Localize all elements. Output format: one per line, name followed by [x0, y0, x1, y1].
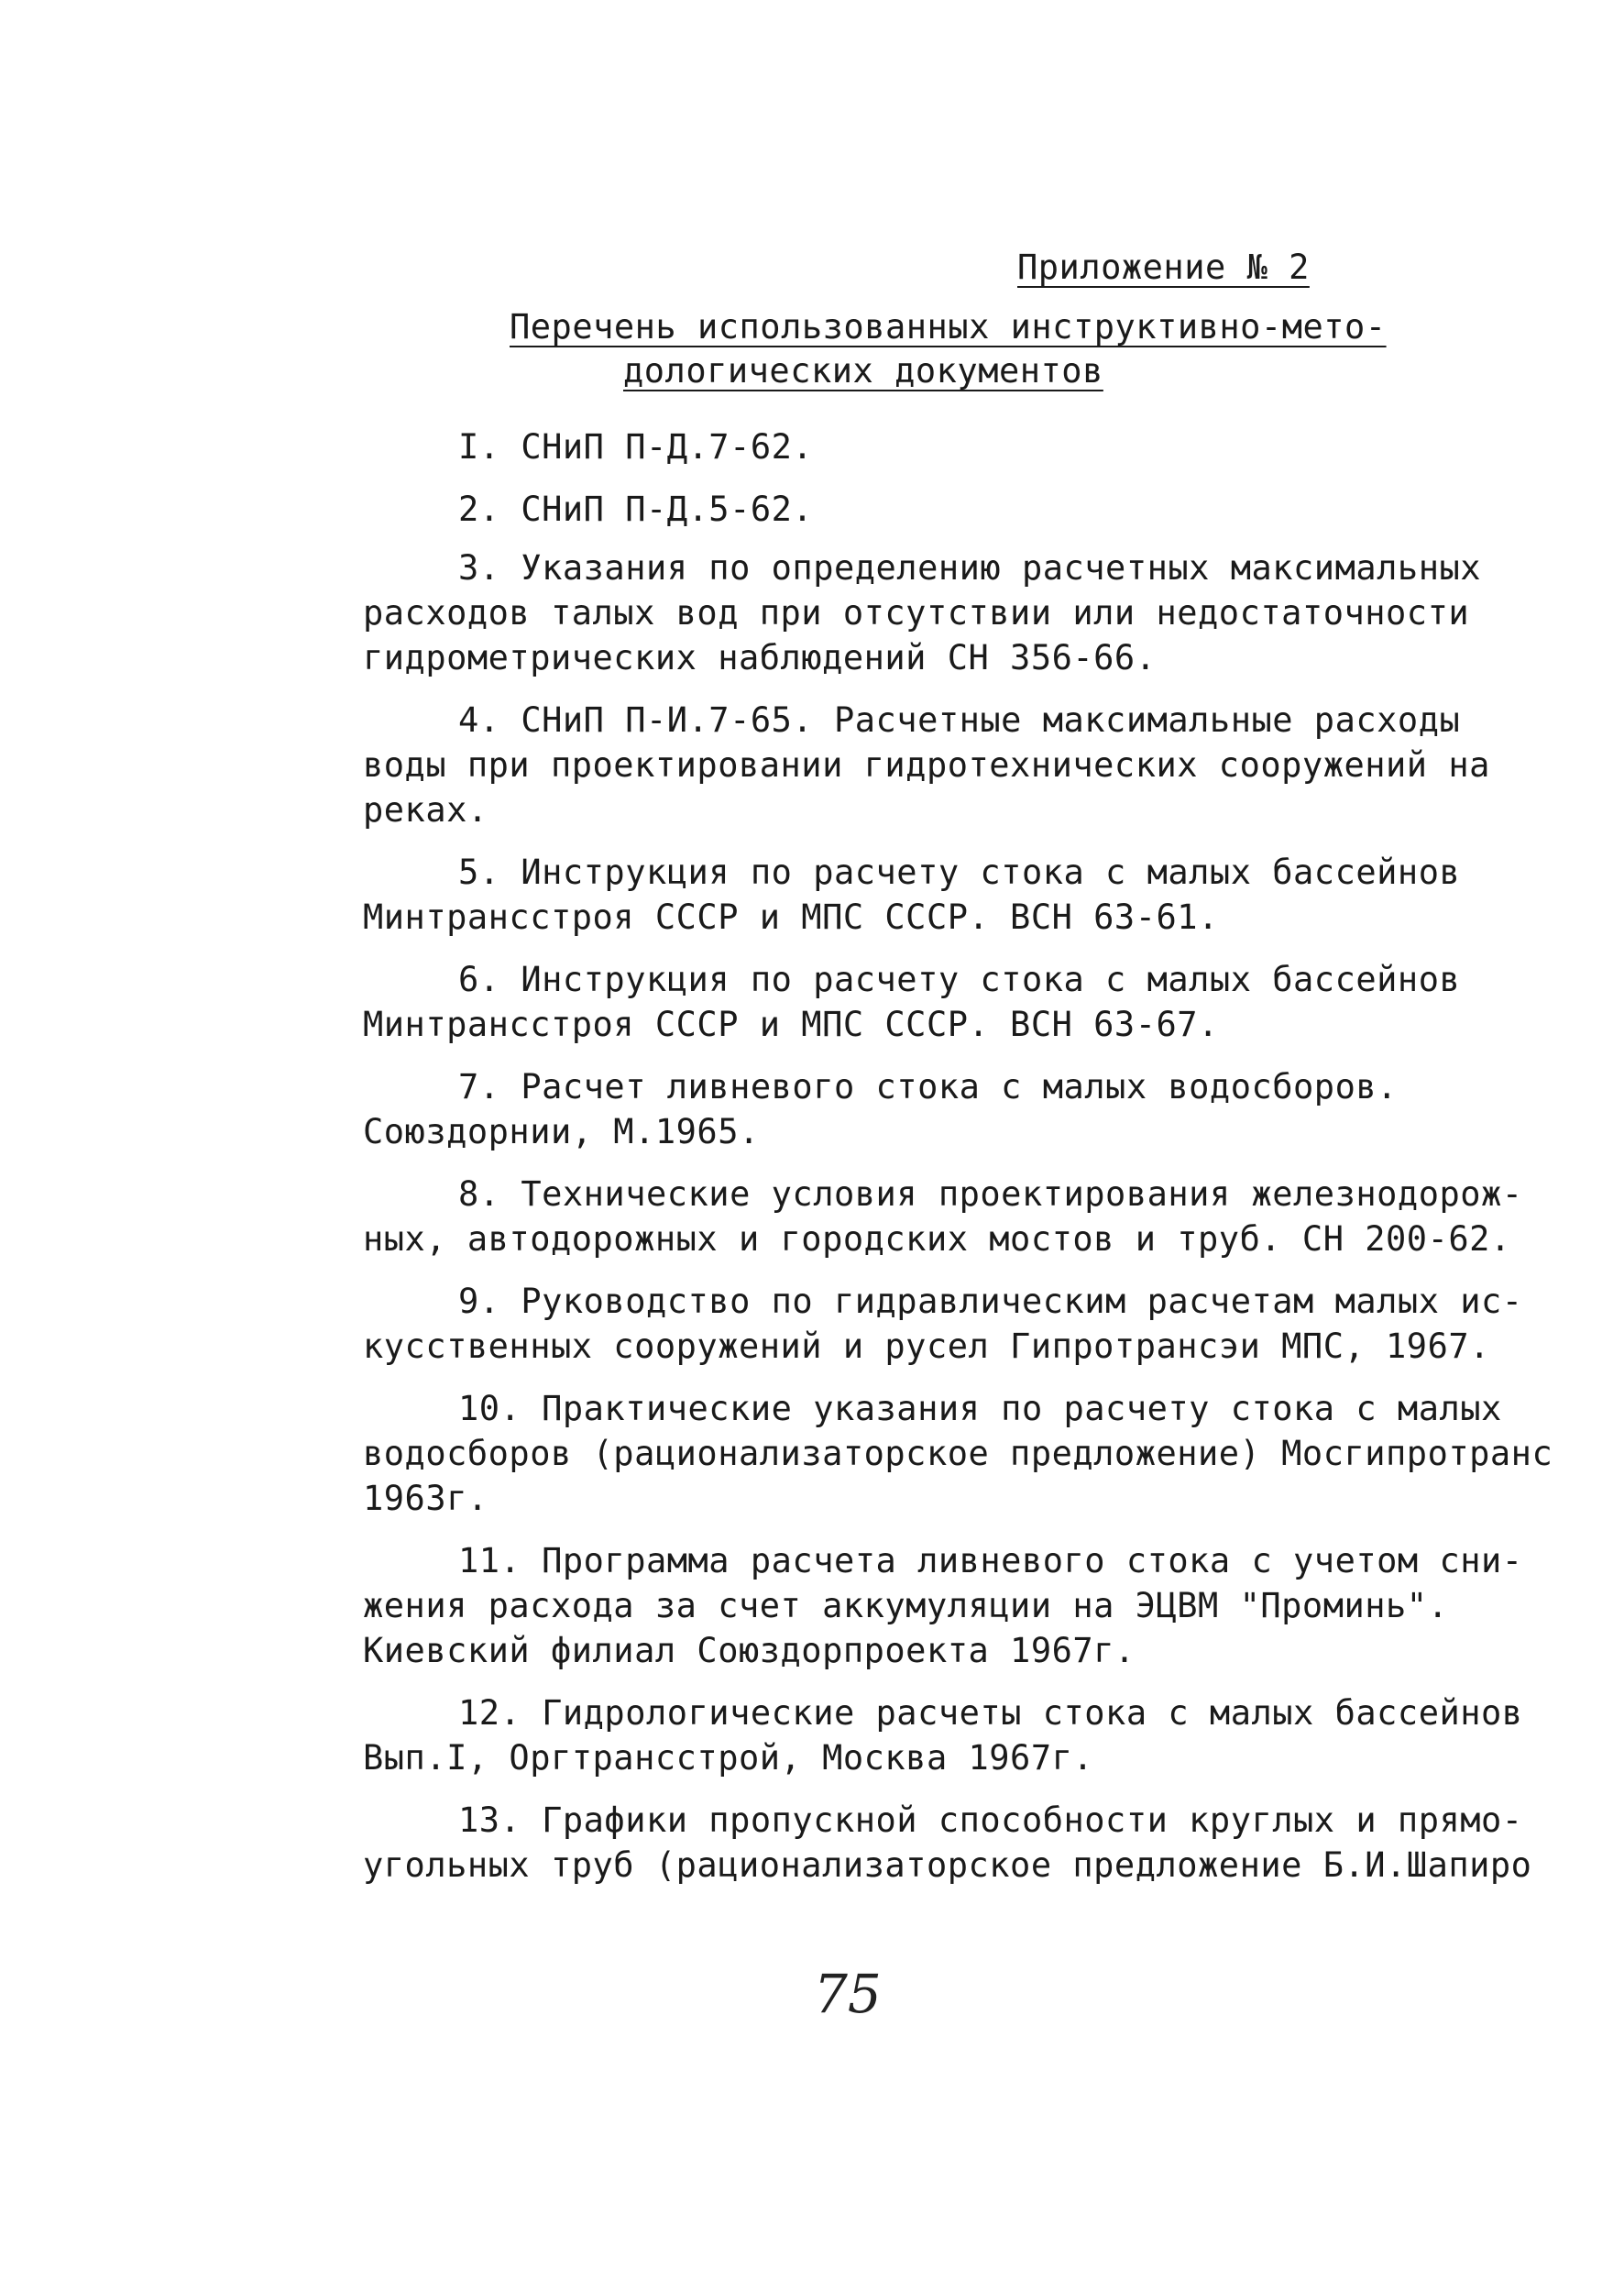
- page-number: 75: [814, 1963, 882, 2025]
- list-item-continuation: водосборов (рационализаторское предложение) Мосгипротранс: [363, 1434, 1553, 1473]
- list-item: 2. СНиП П-Д.5-62.: [458, 490, 814, 529]
- list-item-continuation: расходов талых вод при отсутствии или недостаточности: [363, 593, 1470, 633]
- title-line-2: дологических документов: [623, 351, 1103, 391]
- list-item: 11. Программа расчета ливневого стока с учетом сни-: [458, 1541, 1523, 1580]
- list-item-continuation: Минтрансстроя СССР и МПС СССР. ВСН 63-67.: [363, 1005, 1219, 1044]
- title-line-1: Перечень использованных инструктивно-мето-: [510, 307, 1387, 347]
- list-item-continuation: кусственных сооружений и русел Гипротрансэи МПС, 1967.: [363, 1327, 1490, 1366]
- list-item-continuation: гидрометрических наблюдений СН 356-66.: [363, 638, 1157, 677]
- list-item: 10. Практические указания по расчету стока с малых: [458, 1389, 1502, 1428]
- list-item-continuation: Вып.I, Оргтрансстрой, Москва 1967г.: [363, 1738, 1094, 1778]
- list-item-continuation: Минтрансстроя СССР и МПС СССР. ВСН 63-61.: [363, 897, 1219, 937]
- list-item: 13. Графики пропускной способности круглых и прямо-: [458, 1800, 1523, 1840]
- list-item: 8. Технические условия проектирования железнодорож-: [458, 1174, 1523, 1214]
- list-item-continuation: воды при проектировании гидротехнических сооружений на: [363, 745, 1490, 785]
- list-item-continuation: угольных труб (рационализаторское предложение Б.И.Шапиро: [363, 1845, 1532, 1885]
- list-item: 9. Руководство по гидравлическим расчетам малых ис-: [458, 1282, 1523, 1321]
- list-item: I. СНиП П-Д.7-62.: [458, 427, 814, 467]
- list-item: 7. Расчет ливневого стока с малых водосборов.: [458, 1067, 1398, 1106]
- appendix-label: Приложение № 2: [1017, 248, 1310, 287]
- list-item: 3. Указания по определению расчетных максимальных: [458, 548, 1482, 588]
- list-item-continuation: Киевский филиал Союздорпроекта 1967г.: [363, 1631, 1136, 1670]
- list-item: 4. СНиП П-И.7-65. Расчетные максимальные расходы: [458, 700, 1461, 740]
- list-item-continuation: жения расхода за счет аккумуляции на ЭЦВМ "Проминь".: [363, 1586, 1449, 1625]
- list-item: 6. Инструкция по расчету стока с малых бассейнов: [458, 960, 1461, 999]
- list-item-continuation: Союздорнии, М.1965.: [363, 1112, 760, 1151]
- list-item-continuation: 1963г.: [363, 1479, 488, 1518]
- list-item: 12. Гидрологические расчеты стока с малых бассейнов: [458, 1693, 1523, 1733]
- list-item-continuation: ных, автодорожных и городских мостов и труб. СН 200-62.: [363, 1219, 1511, 1259]
- list-item-continuation: реках.: [363, 790, 488, 830]
- list-item: 5. Инструкция по расчету стока с малых бассейнов: [458, 853, 1461, 892]
